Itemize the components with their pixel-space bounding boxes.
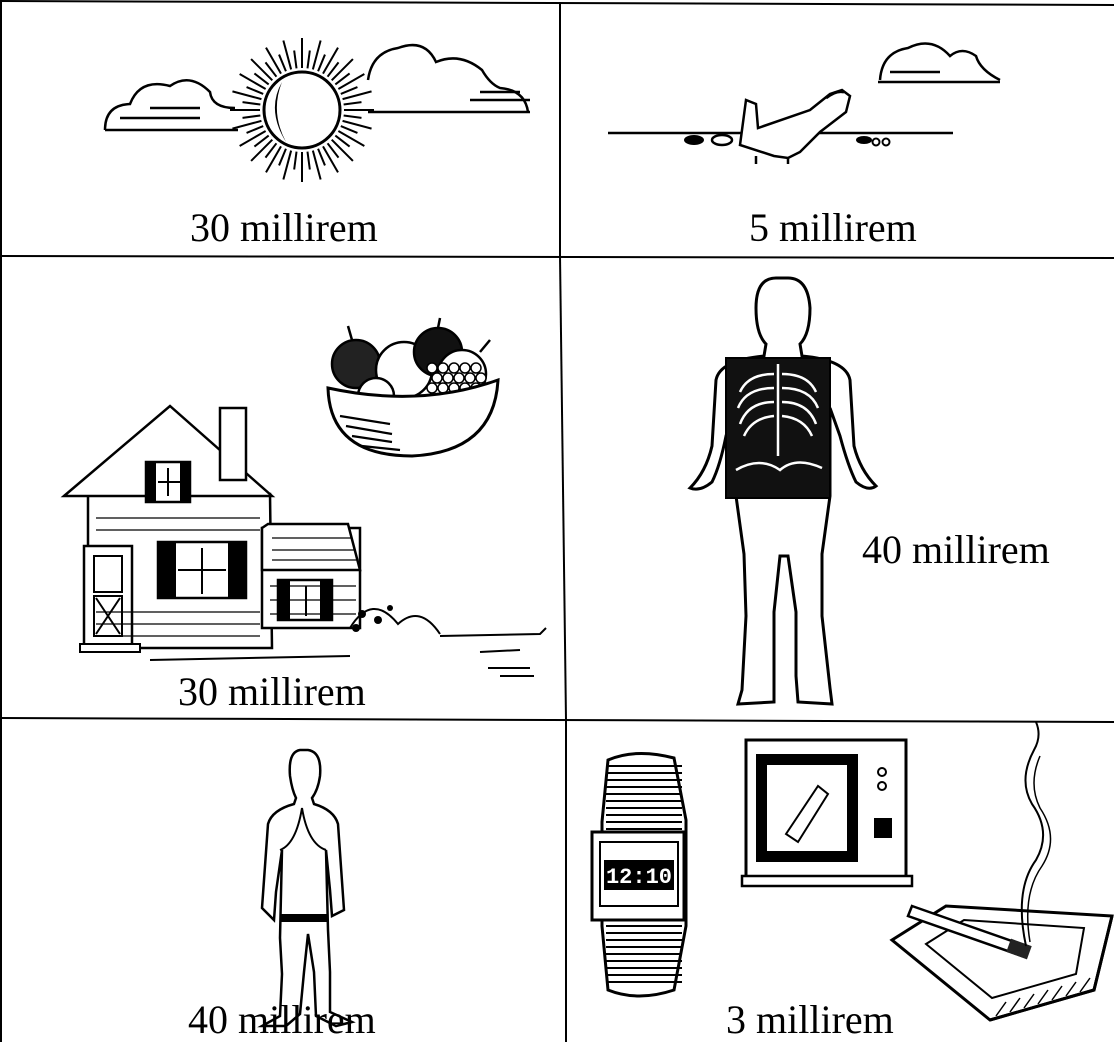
sun-ray: [313, 151, 321, 180]
grape: [471, 363, 481, 373]
dose-label: 40 millirem: [862, 527, 1050, 572]
grape: [427, 383, 437, 393]
sun-ray: [344, 102, 362, 104]
grape: [460, 363, 470, 373]
dose-label: 40 millirem: [188, 997, 376, 1042]
grape: [476, 373, 486, 383]
house-fruit-bowl-icon: [0, 256, 560, 720]
sun-ray: [279, 149, 286, 166]
grape: [438, 383, 448, 393]
panel-cosmic: [0, 0, 560, 256]
sun-ray: [332, 140, 353, 161]
sun-ray: [343, 91, 372, 99]
panel-medical-xray: [560, 256, 1114, 720]
sun-ray: [341, 87, 358, 94]
panel-internal-body: [0, 720, 566, 1042]
body-xray-icon: [560, 256, 1114, 720]
grape: [465, 373, 475, 383]
dose-label: 5 millirem: [749, 205, 917, 250]
sun-ray: [313, 40, 321, 69]
sun-ray: [247, 126, 264, 133]
sun-ray: [343, 121, 372, 129]
watch-tv-ashtray-icon: [566, 720, 1114, 1042]
sun-ray: [318, 149, 325, 166]
sun-ray: [266, 48, 281, 74]
sun-ray: [240, 74, 266, 89]
grape: [438, 363, 448, 373]
sun-ray: [251, 140, 272, 161]
sun-ray: [332, 59, 353, 80]
standing-man-icon: [0, 720, 566, 1042]
sun-ray: [243, 115, 261, 117]
sun-ray: [338, 74, 364, 89]
sun-ray: [323, 48, 338, 74]
sun-ray: [341, 126, 358, 133]
sun-ray: [240, 131, 266, 146]
sun-ray: [283, 151, 291, 180]
sun-ray: [338, 131, 364, 146]
grape: [449, 363, 459, 373]
sun-ray: [344, 115, 362, 117]
dose-label: 3 millirem: [726, 997, 894, 1042]
panel-consumer-products: [566, 720, 1114, 1042]
sun-ray: [283, 40, 291, 69]
sun-ray: [307, 152, 309, 170]
sun-ray: [294, 51, 296, 69]
grape: [432, 373, 442, 383]
sun-ray: [232, 91, 261, 99]
sun-ray: [294, 152, 296, 170]
dose-label: 30 millirem: [190, 205, 378, 250]
grape: [427, 363, 437, 373]
sun-ray: [243, 102, 261, 104]
sun-ray: [279, 55, 286, 72]
sun-ray: [323, 146, 338, 172]
sun-ray: [247, 87, 264, 94]
watch-display: 12:10: [605, 865, 673, 890]
dose-label: 30 millirem: [178, 669, 366, 714]
grape: [454, 373, 464, 383]
grape: [443, 373, 453, 383]
panel-home-food: [0, 256, 560, 720]
sun-ray: [266, 146, 281, 172]
sun-ray: [318, 55, 325, 72]
sun-ray: [251, 59, 272, 80]
sun-ray: [232, 121, 261, 129]
panel-air-travel: [560, 0, 1114, 256]
sun-ray: [307, 51, 309, 69]
